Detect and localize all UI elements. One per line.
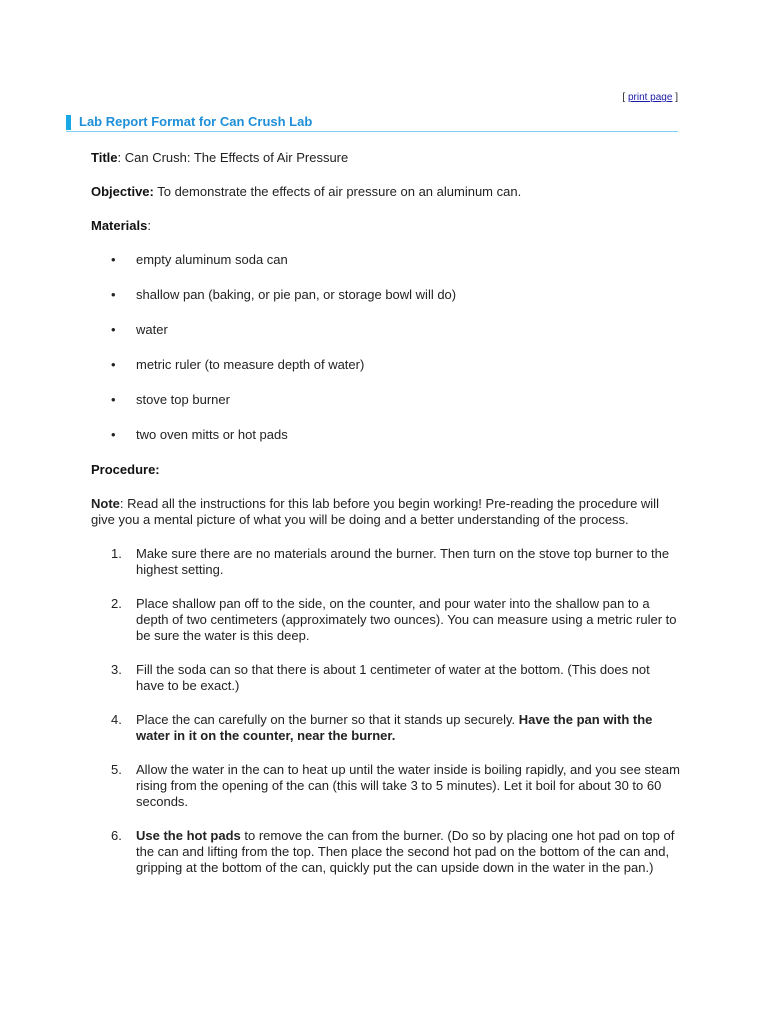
procedure-steps xyxy=(91,546,681,876)
bullet-icon: • xyxy=(111,322,116,337)
print-bracket-close: ] xyxy=(675,92,678,103)
step-number: 4. xyxy=(111,712,122,727)
material-text: empty aluminum soda can xyxy=(136,252,288,267)
step-text: Fill the soda can so that there is about 1 centimeter of water at the bottom. (This does not have to be exact.) xyxy=(136,662,650,693)
list-item xyxy=(91,662,681,694)
step-text: Allow the water in the can to heat up until the water inside is boiling rapidly, and you see steam rising from the opening of the can (this will take 3 to 5 minutes). Let it boil for about 30 to 60 seconds. xyxy=(136,762,680,809)
procedure-label: Procedure: xyxy=(91,462,160,477)
materials-sep: : xyxy=(147,218,151,233)
bullet-icon: • xyxy=(111,427,116,442)
print-page-control xyxy=(622,92,678,103)
list-item xyxy=(91,427,681,443)
list-item xyxy=(91,287,681,303)
bullet-icon: • xyxy=(111,287,116,302)
bullet-icon: • xyxy=(111,392,116,407)
bullet-icon: • xyxy=(111,252,116,267)
materials-label: Materials xyxy=(91,218,148,233)
procedure-heading xyxy=(91,462,681,478)
title-label: Title xyxy=(91,150,118,165)
material-text: two oven mitts or hot pads xyxy=(136,427,288,442)
step-number: 1. xyxy=(111,546,122,561)
step-bold: Use the hot pads xyxy=(136,828,241,843)
list-item xyxy=(91,357,681,373)
materials-list xyxy=(91,252,681,443)
bullet-icon: • xyxy=(111,357,116,372)
list-item xyxy=(91,392,681,408)
list-item xyxy=(91,596,681,644)
step-number: 5. xyxy=(111,762,122,777)
list-item xyxy=(91,322,681,338)
list-item xyxy=(91,828,681,876)
step-bold: Have the pan with the water in it on the counter, near the burner. xyxy=(136,712,653,743)
list-item xyxy=(91,712,681,744)
section-header xyxy=(66,114,678,132)
list-item xyxy=(91,252,681,268)
print-bracket-open: [ xyxy=(622,92,626,103)
section-title: Lab Report Format for Can Crush Lab xyxy=(79,114,313,129)
title-line xyxy=(91,150,681,166)
step-text: Place the can carefully on the burner so that it stands up securely. xyxy=(136,712,519,727)
materials-heading xyxy=(91,218,681,234)
material-text: water xyxy=(136,322,168,337)
title-sep: : xyxy=(117,150,122,165)
material-text: stove top burner xyxy=(136,392,230,407)
material-text: metric ruler (to measure depth of water) xyxy=(136,357,365,372)
step-number: 2. xyxy=(111,596,122,611)
header-accent-bar xyxy=(66,115,71,130)
step-number: 6. xyxy=(111,828,122,843)
step-text: Make sure there are no materials around the burner. Then turn on the stove top burner to the highest setting. xyxy=(136,546,670,577)
step-number: 3. xyxy=(111,662,122,677)
list-item xyxy=(91,546,681,578)
note-label: Note xyxy=(91,496,120,511)
material-text: shallow pan (baking, or pie pan, or storage bowl will do) xyxy=(136,287,457,302)
procedure-note xyxy=(91,496,681,528)
objective-label: Objective: xyxy=(91,184,154,199)
objective-line xyxy=(91,184,681,200)
step-text-after: to remove the can from the burner. (Do so by placing one hot pad on top of the can and lifting from the top. Then place the second hot pad on the bottom of the can and, gripping at the bottom of the can, quickly put the can upside down in the water in the pan.) xyxy=(136,828,675,875)
list-item xyxy=(91,762,681,810)
print-page-link[interactable]: print page xyxy=(627,92,673,103)
report-content xyxy=(91,150,681,894)
step-text: Place shallow pan off to the side, on the counter, and pour water into the shallow pan to a depth of two centimeters (approximately two ounces). You can measure using a metric ruler to be sure the water is this deep. xyxy=(136,596,677,643)
objective-value: To demonstrate the effects of air pressure on an aluminum can. xyxy=(153,184,522,199)
title-value: Can Crush: The Effects of Air Pressure xyxy=(121,150,349,165)
note-text: : Read all the instructions for this lab before you begin working! Pre-reading the procedure will give you a mental picture of what you will be doing and a better understanding of the process. xyxy=(91,496,659,527)
